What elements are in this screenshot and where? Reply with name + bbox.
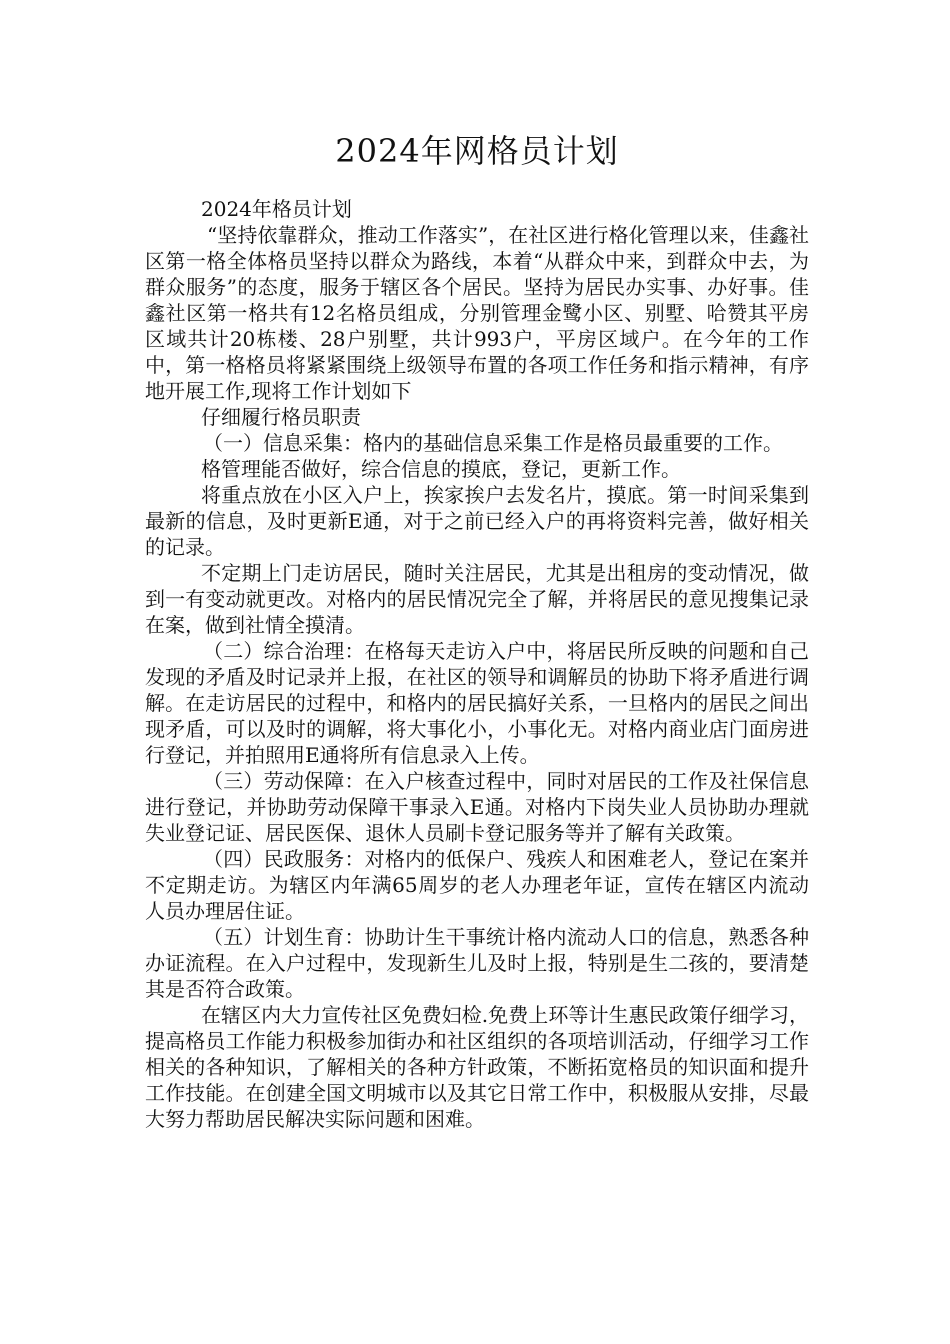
document-subtitle: 2024年格员计划	[201, 197, 352, 221]
document-page	[145, 0, 809, 1132]
paragraph-publicity-training: 在辖区内大力宣传社区免费妇检.免费上环等计生惠民政策仔细学习，提高格员工作能力积极参加街办和社区组织的各项培训活动，仔细学习工作相关的各种知识，了解相关的各种方针政策，不断拓宽格员的知识面和提升工作技能。在创建全国文明城市以及其它日常工作中，积极服从安排，尽最大努力帮助居民解决实际问题和困难。	[145, 1003, 809, 1131]
paragraph-irregular-visits: 不定期上门走访居民，随时关注居民，尤其是出租房的变动情况，做到一有变动就更改。对格内的居民情况完全了解，并将居民的意见搜集记录在案，做到社情全摸清。	[145, 561, 809, 637]
paragraph-intro: “坚持依靠群众，推动工作落实”，在社区进行格化管理以来，佳鑫社区第一格全体格员坚持以群众为路线，本着“从群众中来，到群众中去，为群众服务”的态度，服务于辖区各个居民。坚持为居民办实事、办好事。佳鑫社区第一格共有12名格员组成，分别管理金鹭小区、别墅、哈赞其平房区域共计20栋楼、28户别墅，共计993户，平房区域户。在今年的工作中，第一格格员将紧紧围绕上级领导布置的各项工作任务和指示精神，有序地开展工作,现将工作计划如下	[145, 223, 809, 403]
paragraph-civil-affairs: （四）民政服务：对格内的低保户、残疾人和困难老人，登记在案并不定期走访。为辖区内年满65周岁的老人办理老年证，宣传在辖区内流动人员办理居住证。	[145, 847, 809, 923]
paragraph-comprehensive-governance: （二）综合治理：在格每天走访入户中，将居民所反映的问题和自己发现的矛盾及时记录并上报，在社区的领导和调解员的协助下将矛盾进行调解。在走访居民的过程中，和格内的居民搞好关系，一旦格内的居民之间出现矛盾，可以及时的调解，将大事化小，小事化无。对格内商业店门面房进行登记，并拍照用E通将所有信息录入上传。	[145, 639, 809, 767]
paragraph-info-collection: （一）信息采集：格内的基础信息采集工作是格员最重要的工作。	[203, 431, 783, 455]
paragraph-family-planning: （五）计划生育：协助计生干事统计格内流动人口的信息，熟悉各种办证流程。在入户过程中，发现新生儿及时上报，特别是生二孩的，要清楚其是否符合政策。	[145, 925, 809, 1001]
paragraph-grid-management: 格管理能否做好，综合信息的摸底，登记，更新工作。	[201, 457, 681, 481]
document-body	[145, 196, 809, 1132]
paragraph-heading-duties: 仔细履行格员职责	[201, 405, 361, 429]
paragraph-labor-security: （三）劳动保障：在入户核查过程中，同时对居民的工作及社保信息进行登记，并协助劳动保障干事录入E通。对格内下岗失业人员协助办理就失业登记证、居民医保、退休人员刷卡登记服务等并了解有关政策。	[145, 769, 809, 845]
document-title: 2024年网格员计划	[335, 132, 619, 170]
paragraph-household-visits: 将重点放在小区入户上，挨家挨户去发名片，摸底。第一时间采集到最新的信息，及时更新E通，对于之前已经入户的再将资料完善，做好相关的记录。	[145, 483, 809, 559]
